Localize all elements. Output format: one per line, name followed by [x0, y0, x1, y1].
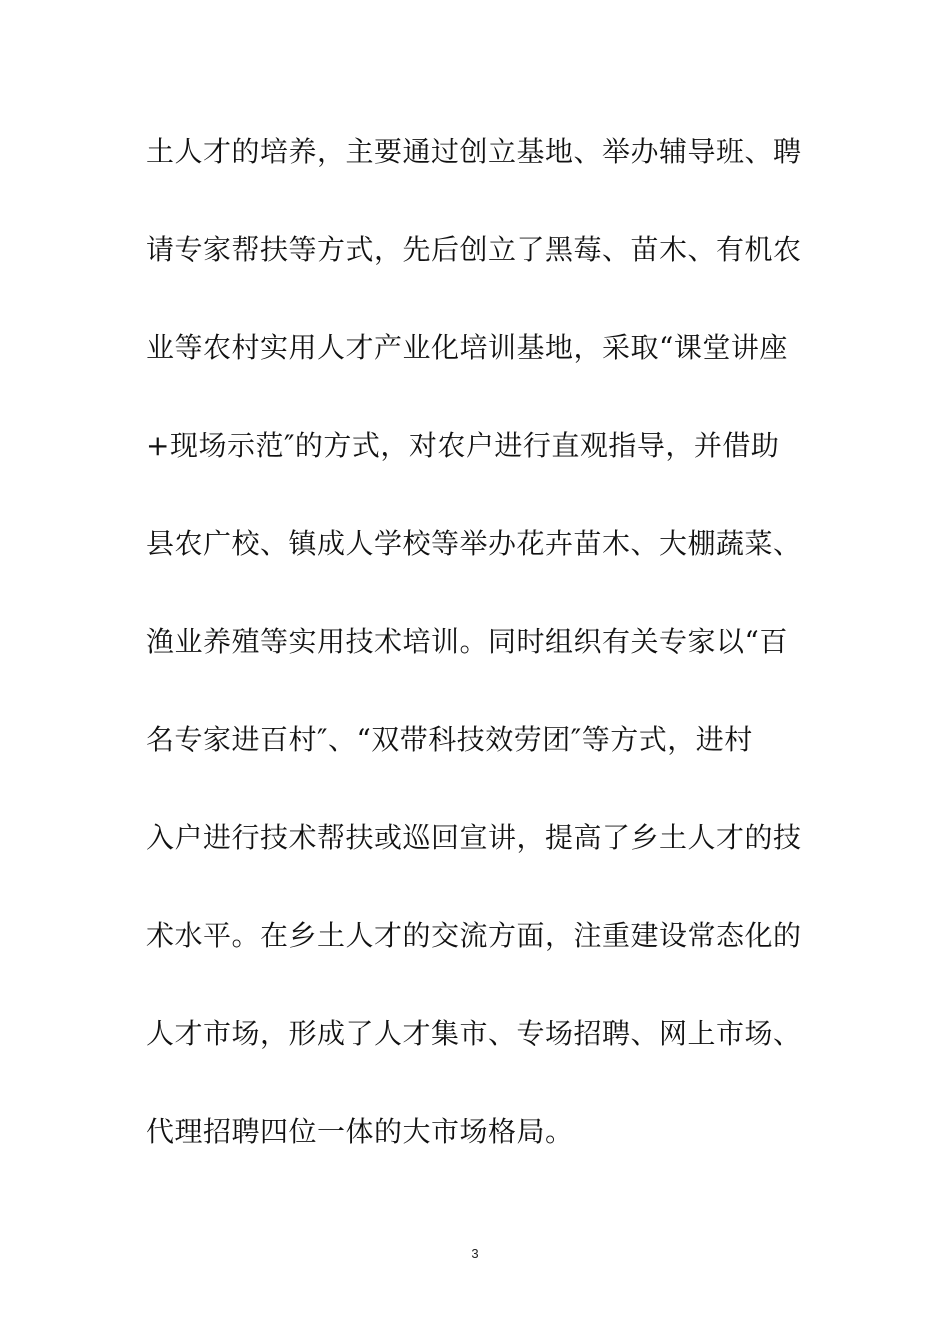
paragraph-line: 土人才的培养，主要通过创立基地、举办辅导班、聘	[146, 135, 802, 168]
paragraph-line: 术水平。在乡土人才的交流方面，注重建设常态化的	[146, 919, 802, 952]
body-paragraph	[146, 120, 826, 1198]
page-number: 3	[471, 1246, 479, 1261]
paragraph-line: 业等农村实用人才产业化培训基地，采取“课堂讲座	[146, 331, 788, 364]
paragraph-line: 县农广校、镇成人学校等举办花卉苗木、大棚蔬菜、	[146, 527, 802, 560]
paragraph-line: 代理招聘四位一体的大市场格局。	[146, 1115, 574, 1148]
paragraph-line: 名专家进百村″、“双带科技效劳团″等方式，进村	[146, 723, 753, 756]
paragraph-line: 请专家帮扶等方式，先后创立了黑莓、苗木、有机农	[146, 233, 802, 266]
paragraph-line: +现场示范″的方式，对农户进行直观指导，并借助	[146, 429, 780, 462]
paragraph-line: 渔业养殖等实用技术培训。同时组织有关专家以“百	[146, 625, 788, 658]
paragraph-line: 入户进行技术帮扶或巡回宣讲，提高了乡土人才的技	[146, 821, 802, 854]
paragraph-line: 人才市场，形成了人才集市、专场招聘、网上市场、	[146, 1017, 802, 1050]
